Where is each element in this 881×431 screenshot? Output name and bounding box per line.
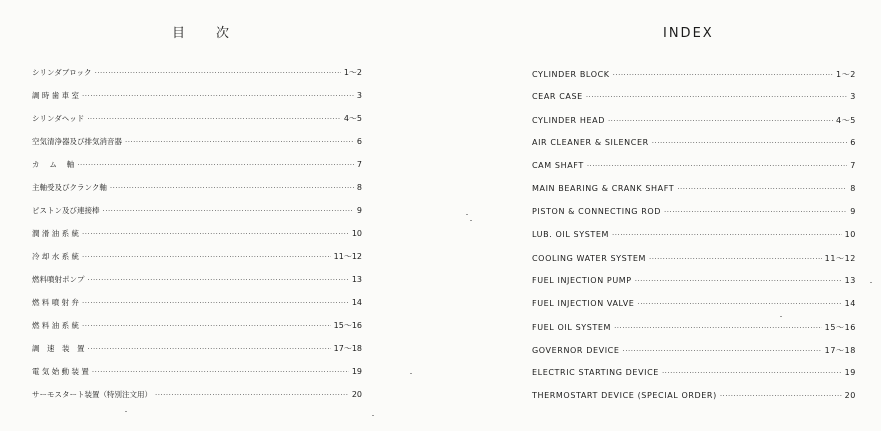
entry-page: 9 <box>850 207 856 216</box>
contents-entry[interactable] <box>32 389 362 412</box>
entry-page: 1～2 <box>836 70 856 79</box>
dot-leader <box>92 368 349 376</box>
entry-page: 6 <box>356 137 362 146</box>
index-entry[interactable] <box>532 69 856 92</box>
contents-entry[interactable] <box>32 90 362 113</box>
entry-label: AIR CLEANER & SILENCER <box>532 138 649 147</box>
entry-label: CEAR CASE <box>532 92 583 101</box>
contents-entry[interactable] <box>32 251 362 274</box>
entry-label: CYLINDER BLOCK <box>532 70 610 79</box>
dot-leader <box>125 138 354 146</box>
dot-leader <box>649 255 822 263</box>
dot-leader <box>608 117 833 125</box>
contents-entry[interactable] <box>32 274 362 297</box>
entry-page: 10 <box>844 230 856 239</box>
entry-label: 燃 料 噴 射 弁 <box>32 298 80 307</box>
index-entry[interactable] <box>532 92 856 115</box>
entry-page: 10 <box>351 229 362 238</box>
index-entry[interactable] <box>532 230 856 253</box>
index-entry[interactable] <box>532 368 856 391</box>
dot-leader <box>637 300 841 308</box>
dot-leader <box>587 162 847 170</box>
index-entry[interactable] <box>532 207 856 230</box>
entry-label: FUEL OIL SYSTEM <box>532 323 612 332</box>
entry-label: 調 時 歯 車 室 <box>32 91 80 100</box>
contents-title <box>172 22 230 41</box>
index-entry[interactable] <box>532 253 856 276</box>
entry-label: ピストン及び連接棒 <box>32 206 100 215</box>
japanese-contents-page <box>0 0 440 431</box>
entry-page: 14 <box>351 298 362 307</box>
entry-label: PISTON & CONNECTING ROD <box>532 207 662 216</box>
entry-label: 空気清浄器及び排気消音器 <box>32 137 122 146</box>
dot-leader <box>677 185 847 193</box>
dot-leader <box>87 115 341 123</box>
entry-page: 17～18 <box>333 344 362 353</box>
entry-label: サーモスタート装置（特別注文用） <box>32 390 152 399</box>
dot-leader <box>155 391 349 399</box>
dot-leader <box>623 347 822 355</box>
entry-label: シリンダヘッド <box>32 114 85 123</box>
contents-entry[interactable] <box>32 182 362 205</box>
dot-leader <box>82 230 349 238</box>
dot-leader <box>77 161 354 169</box>
entry-page: 15～16 <box>824 323 856 332</box>
index-entry[interactable] <box>532 161 856 184</box>
dot-leader <box>635 277 842 285</box>
index-entry[interactable] <box>532 138 856 161</box>
entry-page: 14 <box>844 299 856 308</box>
entry-label: FUEL INJECTION PUMP <box>532 276 632 285</box>
index-entry[interactable] <box>532 276 856 299</box>
entry-label: FUEL INJECTION VALVE <box>532 299 635 308</box>
scan-speck <box>410 373 412 374</box>
dot-leader <box>662 369 842 377</box>
title-part-2: 次 <box>216 26 231 41</box>
entry-page: 9 <box>356 206 362 215</box>
entry-label: ELECTRIC STARTING DEVICE <box>532 368 659 377</box>
entry-page: 19 <box>844 368 856 377</box>
contents-entry[interactable] <box>32 67 362 90</box>
index-entry[interactable] <box>532 345 856 368</box>
index-entry[interactable] <box>532 299 856 322</box>
scan-speck <box>470 220 472 221</box>
entry-page: 7 <box>850 161 856 170</box>
entry-page: 17～18 <box>824 346 856 355</box>
entry-page: 8 <box>850 184 856 193</box>
index-entry[interactable] <box>532 322 856 345</box>
dot-leader <box>586 93 847 101</box>
entry-page: 13 <box>844 276 856 285</box>
dot-leader <box>82 253 331 261</box>
entry-label: LUB. OIL SYSTEM <box>532 230 610 239</box>
contents-entry[interactable] <box>32 366 362 389</box>
entry-label: 燃料噴射ポンプ <box>32 275 85 284</box>
scan-speck <box>372 415 374 416</box>
dot-leader <box>720 392 842 400</box>
index-title: INDEX <box>663 26 714 41</box>
entry-label: 調 速 装 置 <box>32 344 85 353</box>
dot-leader <box>88 345 331 353</box>
entry-label: 電 気 始 動 装 置 <box>32 367 89 376</box>
contents-list <box>32 67 362 412</box>
contents-entry[interactable] <box>32 343 362 366</box>
entry-label: GOVERNOR DEVICE <box>532 346 620 355</box>
dot-leader <box>614 324 822 332</box>
entry-page: 4～5 <box>343 114 362 123</box>
scan-speck <box>870 282 872 283</box>
dot-leader <box>664 208 847 216</box>
entry-label: MAIN BEARING & CRANK SHAFT <box>532 184 675 193</box>
dot-leader <box>652 139 848 147</box>
entry-label: 冷 却 水 系 統 <box>32 252 80 261</box>
index-entry[interactable] <box>532 184 856 207</box>
dot-leader <box>95 69 341 77</box>
entry-label: 燃 料 油 系 統 <box>32 321 80 330</box>
contents-entry[interactable] <box>32 205 362 228</box>
scan-speck <box>466 214 468 215</box>
entry-page: 11～12 <box>333 252 362 261</box>
contents-entry[interactable] <box>32 228 362 251</box>
entry-label: カ ム 軸 <box>32 160 75 169</box>
entry-page: 19 <box>351 367 362 376</box>
contents-entry[interactable] <box>32 136 362 159</box>
entry-page: 7 <box>356 160 362 169</box>
dot-leader <box>82 322 331 330</box>
entry-page: 6 <box>850 138 856 147</box>
entry-label: 潤 滑 油 系 統 <box>32 229 80 238</box>
entry-label: シリンダブロック <box>32 68 92 77</box>
entry-page: 3 <box>850 92 856 101</box>
entry-label: 主軸受及びクランク軸 <box>32 183 107 192</box>
title-part-1: 目 <box>172 26 187 41</box>
contents-entry[interactable] <box>32 320 362 343</box>
dot-leader <box>612 231 842 239</box>
contents-entry[interactable] <box>32 113 362 136</box>
entry-page: 13 <box>351 275 362 284</box>
dot-leader <box>103 207 354 215</box>
entry-page: 20 <box>351 390 362 399</box>
entry-page: 4～5 <box>836 116 856 125</box>
entry-page: 3 <box>356 91 362 100</box>
entry-page: 15～16 <box>333 321 362 330</box>
entry-label: CAM SHAFT <box>532 161 584 170</box>
entry-page: 8 <box>356 183 362 192</box>
contents-entry[interactable] <box>32 159 362 182</box>
entry-page: 11～12 <box>824 254 856 263</box>
entry-label: COOLING WATER SYSTEM <box>532 254 646 263</box>
scan-speck <box>780 316 782 317</box>
entry-page: 1～2 <box>343 68 362 77</box>
entry-page: 20 <box>844 391 856 400</box>
entry-label: CYLINDER HEAD <box>532 116 605 125</box>
index-entry[interactable] <box>532 115 856 138</box>
contents-entry[interactable] <box>32 297 362 320</box>
dot-leader <box>82 92 354 100</box>
dot-leader <box>88 276 349 284</box>
dot-leader <box>110 184 354 192</box>
dot-leader <box>613 71 833 79</box>
index-entry[interactable] <box>532 391 856 414</box>
scan-speck <box>125 411 127 412</box>
entry-label: THERMOSTART DEVICE (SPECIAL ORDER) <box>532 391 717 400</box>
index-list <box>532 69 856 414</box>
dot-leader <box>82 299 349 307</box>
english-index-page <box>440 0 881 431</box>
